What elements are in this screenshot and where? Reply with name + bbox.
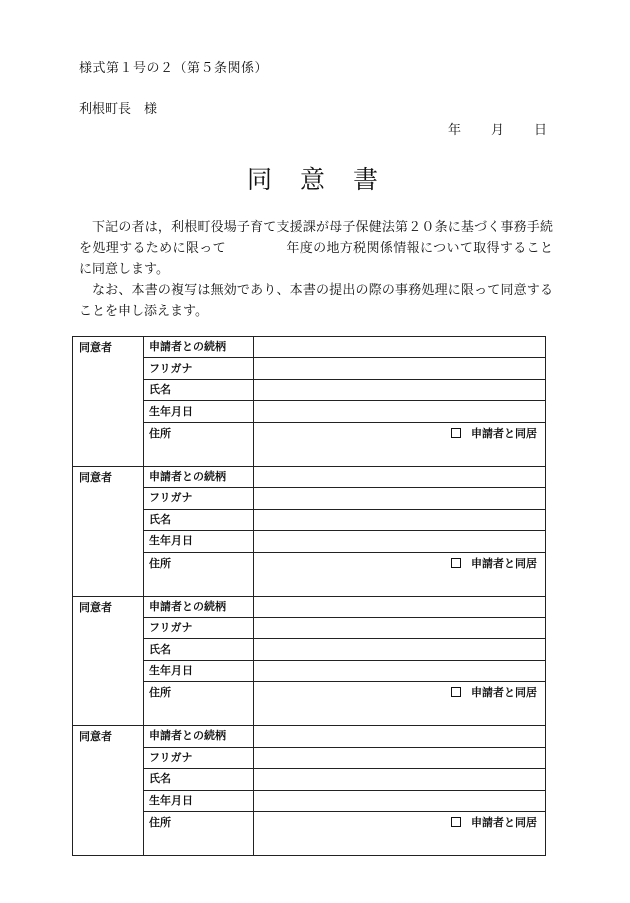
furigana-label: フリガナ — [144, 617, 254, 638]
name-label: 氏名 — [144, 509, 254, 530]
table-row — [73, 726, 546, 747]
name-field[interactable] — [254, 769, 546, 790]
table-row — [73, 358, 546, 379]
address-field[interactable] — [254, 552, 546, 596]
furigana-label: フリガナ — [144, 358, 254, 379]
table-row — [73, 488, 546, 509]
table-row — [73, 379, 546, 400]
table-row — [73, 466, 546, 487]
date-line — [448, 119, 547, 138]
address-label: 住所 — [144, 682, 254, 726]
statement-text-after-year: 年度の地方税関係情報について取得することに同意します。 — [79, 241, 553, 277]
relationship-field[interactable] — [254, 596, 546, 617]
statement-paragraph-2: なお、本書の複写は無効であり、本書の提出の際の事務処理に限って同意することを申し添えます。 — [79, 283, 553, 319]
cohabit-label: 申請者と同居 — [471, 816, 537, 829]
table-row — [73, 790, 546, 811]
cohabit-checkbox[interactable] — [451, 817, 461, 827]
name-label: 氏名 — [144, 379, 254, 400]
address-field[interactable] — [254, 422, 546, 466]
name-label: 氏名 — [144, 639, 254, 660]
furigana-label: フリガナ — [144, 488, 254, 509]
birthdate-label: 生年月日 — [144, 401, 254, 422]
table-row — [73, 552, 546, 596]
addressee: 利根町長 様 — [79, 102, 158, 117]
consenter-label: 同意者 — [73, 726, 144, 856]
furigana-field[interactable] — [254, 747, 546, 768]
table-row — [73, 660, 546, 681]
name-field[interactable] — [254, 509, 546, 530]
table-row — [73, 747, 546, 768]
day-label: 日 — [534, 123, 548, 138]
table-row — [73, 639, 546, 660]
relationship-field[interactable] — [254, 337, 546, 358]
address-label: 住所 — [144, 812, 254, 856]
cohabit-checkbox[interactable] — [451, 687, 461, 697]
cohabit-label: 申請者と同居 — [471, 556, 537, 570]
table-row — [73, 596, 546, 617]
table-row — [73, 401, 546, 422]
relationship-label: 申請者との続柄 — [144, 596, 254, 617]
address-label: 住所 — [144, 422, 254, 466]
name-label: 氏名 — [144, 769, 254, 790]
birthdate-field[interactable] — [254, 660, 546, 681]
birthdate-label: 生年月日 — [144, 531, 254, 552]
table-row — [73, 617, 546, 638]
document-title: 同 意 書 — [247, 165, 388, 194]
relationship-label: 申請者との続柄 — [144, 726, 254, 747]
furigana-field[interactable] — [254, 488, 546, 509]
address-field[interactable] — [254, 812, 546, 856]
birthdate-field[interactable] — [254, 531, 546, 552]
birthdate-field[interactable] — [254, 790, 546, 811]
table-row — [73, 682, 546, 726]
furigana-label: フリガナ — [144, 747, 254, 768]
consenter-label: 同意者 — [73, 466, 144, 596]
table-row — [73, 531, 546, 552]
cohabit-label: 申請者と同居 — [471, 686, 537, 700]
relationship-field[interactable] — [254, 466, 546, 487]
name-field[interactable] — [254, 379, 546, 400]
statement-text-before-year: 下記の者は，利根町役場子育て支援課が母子保健法第２０条に基づく事務手続を処理するために限って — [79, 220, 553, 256]
address-field[interactable] — [254, 682, 546, 726]
birthdate-field[interactable] — [254, 401, 546, 422]
relationship-label: 申請者との続柄 — [144, 466, 254, 487]
relationship-label: 申請者との続柄 — [144, 337, 254, 358]
consent-statement — [79, 217, 553, 322]
consenter-label: 同意者 — [73, 337, 144, 467]
address-label: 住所 — [144, 552, 254, 596]
statement-paragraph-1 — [79, 217, 553, 280]
form-number: 様式第１号の２（第５条関係） — [79, 61, 269, 76]
table-row — [73, 812, 546, 856]
month-label: 月 — [491, 123, 505, 138]
cohabit-label: 申請者と同居 — [471, 426, 537, 440]
birthdate-label: 生年月日 — [144, 660, 254, 681]
name-field[interactable] — [254, 639, 546, 660]
consent-table — [72, 336, 546, 856]
table-row — [73, 422, 546, 466]
birthdate-label: 生年月日 — [144, 790, 254, 811]
cohabit-checkbox[interactable] — [451, 428, 461, 438]
furigana-field[interactable] — [254, 358, 546, 379]
year-label: 年 — [448, 123, 462, 138]
table-row — [73, 509, 546, 530]
furigana-field[interactable] — [254, 617, 546, 638]
consenter-label: 同意者 — [73, 596, 144, 726]
table-row — [73, 337, 546, 358]
table-row — [73, 769, 546, 790]
cohabit-checkbox[interactable] — [451, 558, 461, 568]
relationship-field[interactable] — [254, 726, 546, 747]
